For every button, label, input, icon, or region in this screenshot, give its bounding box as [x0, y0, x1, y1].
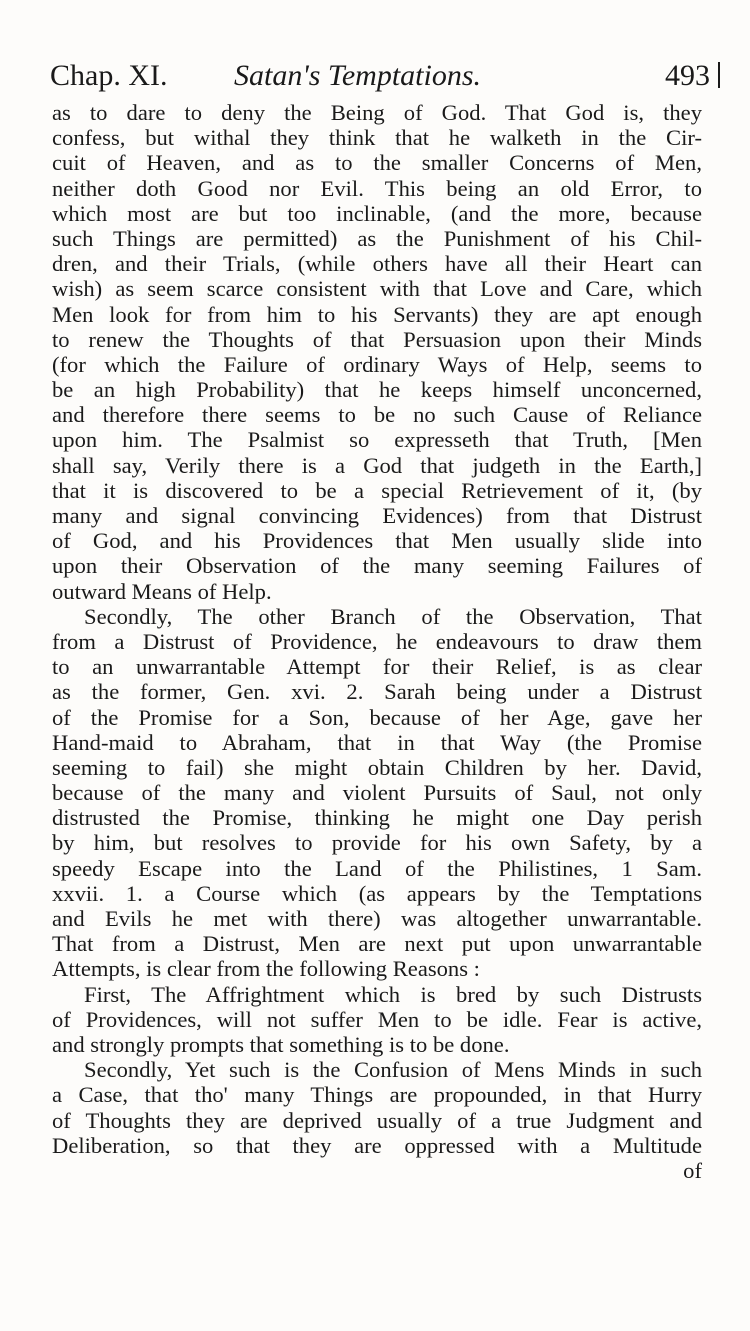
text-line: from a Distrust of Providence, he endeavours to draw them [52, 628, 702, 654]
text-line: neither doth Good nor Evil. This being an old Error, to [52, 175, 702, 201]
page-number: 493 [665, 56, 710, 96]
text-line: and Evils he met with there) was altogether unwarrantable. [52, 906, 702, 931]
text-line: Hand-maid to Abraham, that in that Way (the Promise [52, 729, 702, 755]
text-line: xxvii. 1. a Course which (as appears by the Temptations [52, 880, 702, 906]
text-line: of the Promise for a Son, because of her Age, gave her [52, 704, 702, 730]
text-line: because of the many and violent Pursuits of Saul, not only [52, 780, 702, 806]
catchword: of [683, 1157, 702, 1183]
text-line: such Things are permitted) as the Punishment of his Chil- [52, 225, 702, 251]
running-title: Satan's Temptations. [234, 59, 482, 92]
text-line: a Case, that tho' many Things are propounded, in that Hurry [52, 1082, 702, 1108]
text-line: wish) as seem scarce consistent with that Love and Care, which [52, 276, 702, 302]
text-line: speedy Escape into the Land of the Philistines, 1 Sam. [52, 855, 702, 881]
text-line: by him, but resolves to provide for his own Safety, by a [52, 830, 702, 856]
text-line: as the former, Gen. xvi. 2. Sarah being under a Distrust [52, 679, 702, 705]
text-line: many and signal convincing Evidences) from that Distrust [52, 503, 702, 528]
text-line: dren, and their Trials, (while others have all their Heart can [52, 251, 702, 277]
text-line: Deliberation, so that they are oppressed with a Multitude [52, 1132, 702, 1158]
text-line: Secondly, The other Branch of the Observation, That [84, 603, 702, 629]
text-line: upon him. The Psalmist so expresseth that Truth, [Men [52, 427, 702, 453]
text-line: (for which the Failure of ordinary Ways of Help, seems to [52, 351, 702, 377]
text-line: cuit of Heaven, and as to the smaller Concerns of Men, [52, 150, 702, 176]
text-line: which most are but too inclinable, (and the more, because [52, 200, 702, 226]
text-line: That from a Distrust, Men are next put upon unwarrantable [52, 931, 702, 957]
text-line: to an unwarrantable Attempt for their Relief, is as clear [52, 654, 702, 680]
text-line: shall say, Verily there is a God that judgeth in the Earth,] [52, 452, 702, 478]
text-line: upon their Observation of the many seeming Failures of [52, 553, 702, 579]
text-line: of God, and his Providences that Men usually slide into [52, 528, 702, 554]
text-line: Secondly, Yet such is the Confusion of Mens Minds in such [84, 1057, 702, 1083]
body-text [52, 100, 702, 1183]
text-line: that it is discovered to be a special Retrievement of it, (by [52, 477, 702, 503]
text-line: as to dare to deny the Being of God. That God is, they [52, 100, 702, 125]
text-line: First, The Affrightment which is bred by such Distrusts [84, 981, 702, 1007]
text-line: of Thoughts they are deprived usually of a true Judgment and [52, 1107, 702, 1133]
text-line: outward Means of Help. [52, 578, 272, 604]
text-line: to renew the Thoughts of that Persuasion upon their Minds [52, 326, 702, 352]
page-header [50, 56, 710, 96]
text-line: be an high Probability) that he keeps himself unconcerned, [52, 377, 702, 403]
text-line: seeming to fail) she might obtain Children by her. David, [52, 754, 702, 780]
text-line: Attempts, is clear from the following Reasons : [52, 956, 480, 982]
text-line: Men look for from him to his Servants) they are apt enough [52, 301, 702, 327]
chapter-label: Chap. XI. [50, 59, 168, 92]
text-line: distrusted the Promise, thinking he might one Day perish [52, 805, 702, 831]
text-line: of Providences, will not suffer Men to be idle. Fear is active, [52, 1006, 702, 1032]
text-line: confess, but withal they think that he walketh in the Cir- [52, 125, 702, 151]
text-line: and therefore there seems to be no such Cause of Reliance [52, 402, 702, 428]
text-line: and strongly prompts that something is to be done. [52, 1031, 510, 1057]
